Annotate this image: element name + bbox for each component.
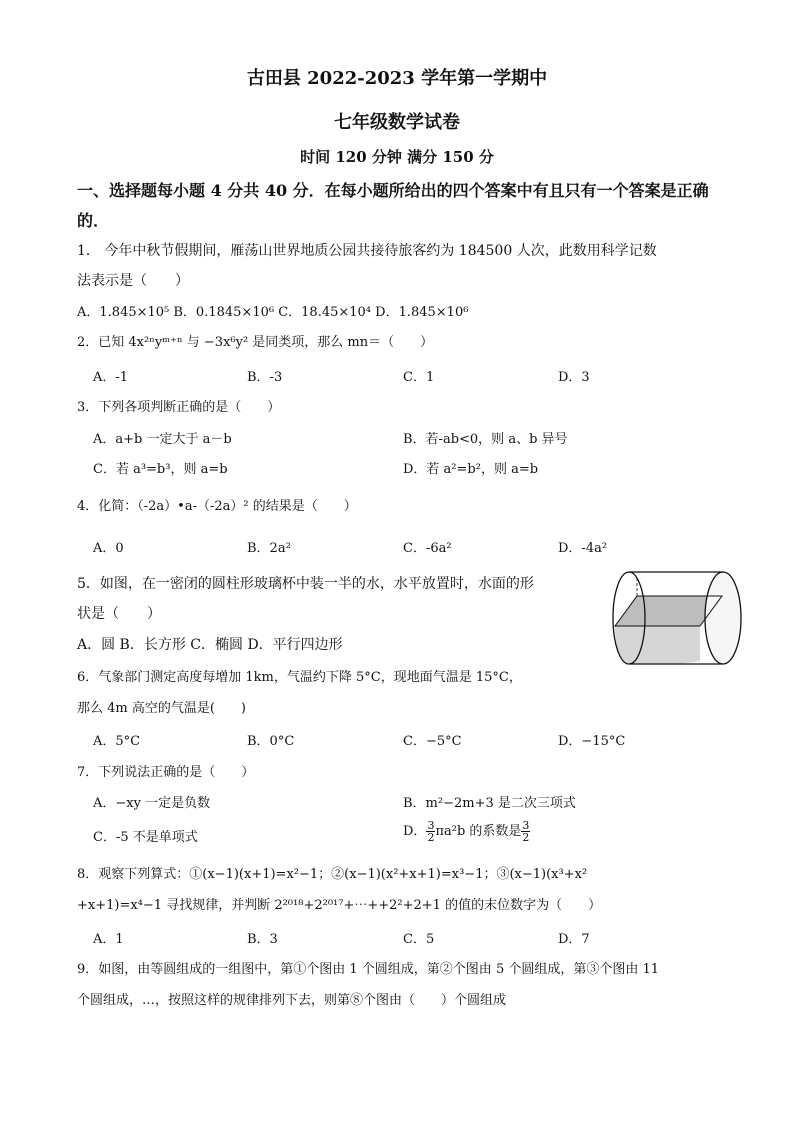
q7-d-frac-num: 3 [427, 819, 435, 832]
q7-option-b: B．m²−2m+3 是二次三项式 [403, 796, 576, 811]
time-score-line: 时间 120 分钟 满分 150 分 [300, 148, 494, 166]
q1-options: A．1.845×10⁵ B．0.1845×10⁶ C．18.45×10⁴ D．1.845×10⁶ [77, 305, 469, 320]
q4-option-a: A．0 [93, 541, 124, 556]
q2-option-a: A．-1 [93, 370, 129, 385]
q9-stem-line-1: 9．如图，由等圆组成的一组图中，第①个图由 1 个圆组成，第②个图由 5 个圆组成，第③个图由 11 [77, 962, 660, 977]
q5-stem-line-1: 5．如图，在一密闭的圆柱形玻璃杯中装一半的水，水平放置时，水面的形 [77, 576, 534, 592]
q3-option-d: D．若 a²=b²，则 a=b [403, 462, 539, 477]
q2-option-d: D．3 [558, 370, 590, 385]
q8-option-c: C．5 [403, 932, 435, 947]
q4-stem: 4．化简：（-2a）•a-（-2a）² 的结果是（ ） [77, 499, 357, 514]
q7-option-a: A．−xy 一定是负数 [93, 796, 211, 811]
q8-stem-line-2: +x+1)=x⁴−1 寻找规律，并判断 2²⁰¹⁸+2²⁰¹⁷+⋯++2²+2+1 的值的末位数字为（ ） [77, 898, 602, 913]
q7-option-c: C．-5 不是单项式 [93, 830, 198, 845]
q5-stem-line-2: 状是（ ） [77, 606, 161, 622]
q8-option-b: B．3 [247, 932, 278, 947]
q8-stem-line-1: 8．观察下列算式：①(x−1)(x+1)=x²−1；②(x−1)(x²+x+1)=x³−1；③(x−1)(x³+x² [77, 867, 588, 882]
q6-stem-line-1: 6．气象部门测定高度每增加 1km，气温约下降 5°C，现地面气温是 15°C， [77, 670, 522, 685]
exam-subtitle: 七年级数学试卷 [334, 112, 460, 133]
q7-d-middle: πa²b 的系数是 [435, 824, 522, 839]
cylinder-figure [607, 566, 747, 670]
q3-stem: 3．下列各项判断正确的是（ ） [77, 400, 281, 415]
water-body [615, 626, 700, 664]
q7-d-ans-den: 2 [522, 831, 530, 844]
q7-d-prefix: D． [403, 824, 427, 839]
q5-options: A．圆 B．长方形 C．椭圆 D．平行四边形 [77, 637, 343, 653]
q6-option-a: A．5°C [93, 734, 141, 749]
q3-option-a: A．a+b 一定大于 a－b [93, 432, 232, 447]
q6-stem-line-2: 那么 4m 高空的气温是( ) [77, 701, 247, 716]
q2-option-c: C．1 [403, 370, 435, 385]
q7-stem: 7．下列说法正确的是（ ） [77, 765, 255, 780]
right-ellipse [705, 572, 741, 664]
q2-option-b: B．-3 [247, 370, 283, 385]
exam-title: 古田县 2022-2023 学年第一学期中 [246, 68, 548, 89]
q7-d-frac-den: 2 [427, 831, 435, 844]
q4-option-d: D．-4a² [558, 541, 608, 556]
q1-stem-line-1: 1． 今年中秋节假期间，雁荡山世界地质公园共接待旅客约为 184500 人次，此数用科学记数 [77, 243, 657, 259]
q4-option-c: C．-6a² [403, 541, 452, 556]
q2-stem: 2．已知 4x²ⁿyᵐ⁺ⁿ 与 −3x⁶y² 是同类项，那么 mn＝（ ） [77, 335, 434, 350]
q1-stem-line-2: 法表示是（ ） [77, 273, 189, 289]
q3-option-c: C．若 a³=b³，则 a=b [93, 462, 228, 477]
q6-option-c: C．−5°C [403, 734, 462, 749]
q9-stem-line-2: 个圆组成，…，按照这样的规律排列下去，则第⑧个图由（ ）个圆组成 [77, 993, 507, 1008]
q6-option-b: B．0°C [247, 734, 295, 749]
section-heading-line-2: 的． [77, 211, 110, 230]
q7-d-ans-num: 3 [522, 819, 530, 832]
section-heading-line-1: 一、选择题每小题 4 分共 40 分．在每小题所给出的四个答案中有且只有一个答案是正确 [77, 181, 709, 200]
q7-d-answer-fraction [521, 820, 530, 843]
q4-option-b: B．2a² [247, 541, 291, 556]
q7-option-d [403, 820, 530, 843]
q6-option-d: D．−15°C [558, 734, 626, 749]
q8-option-a: A．1 [93, 932, 124, 947]
q3-option-b: B．若-ab<0，则 a、b 异号 [403, 432, 568, 447]
q8-option-d: D．7 [558, 932, 590, 947]
